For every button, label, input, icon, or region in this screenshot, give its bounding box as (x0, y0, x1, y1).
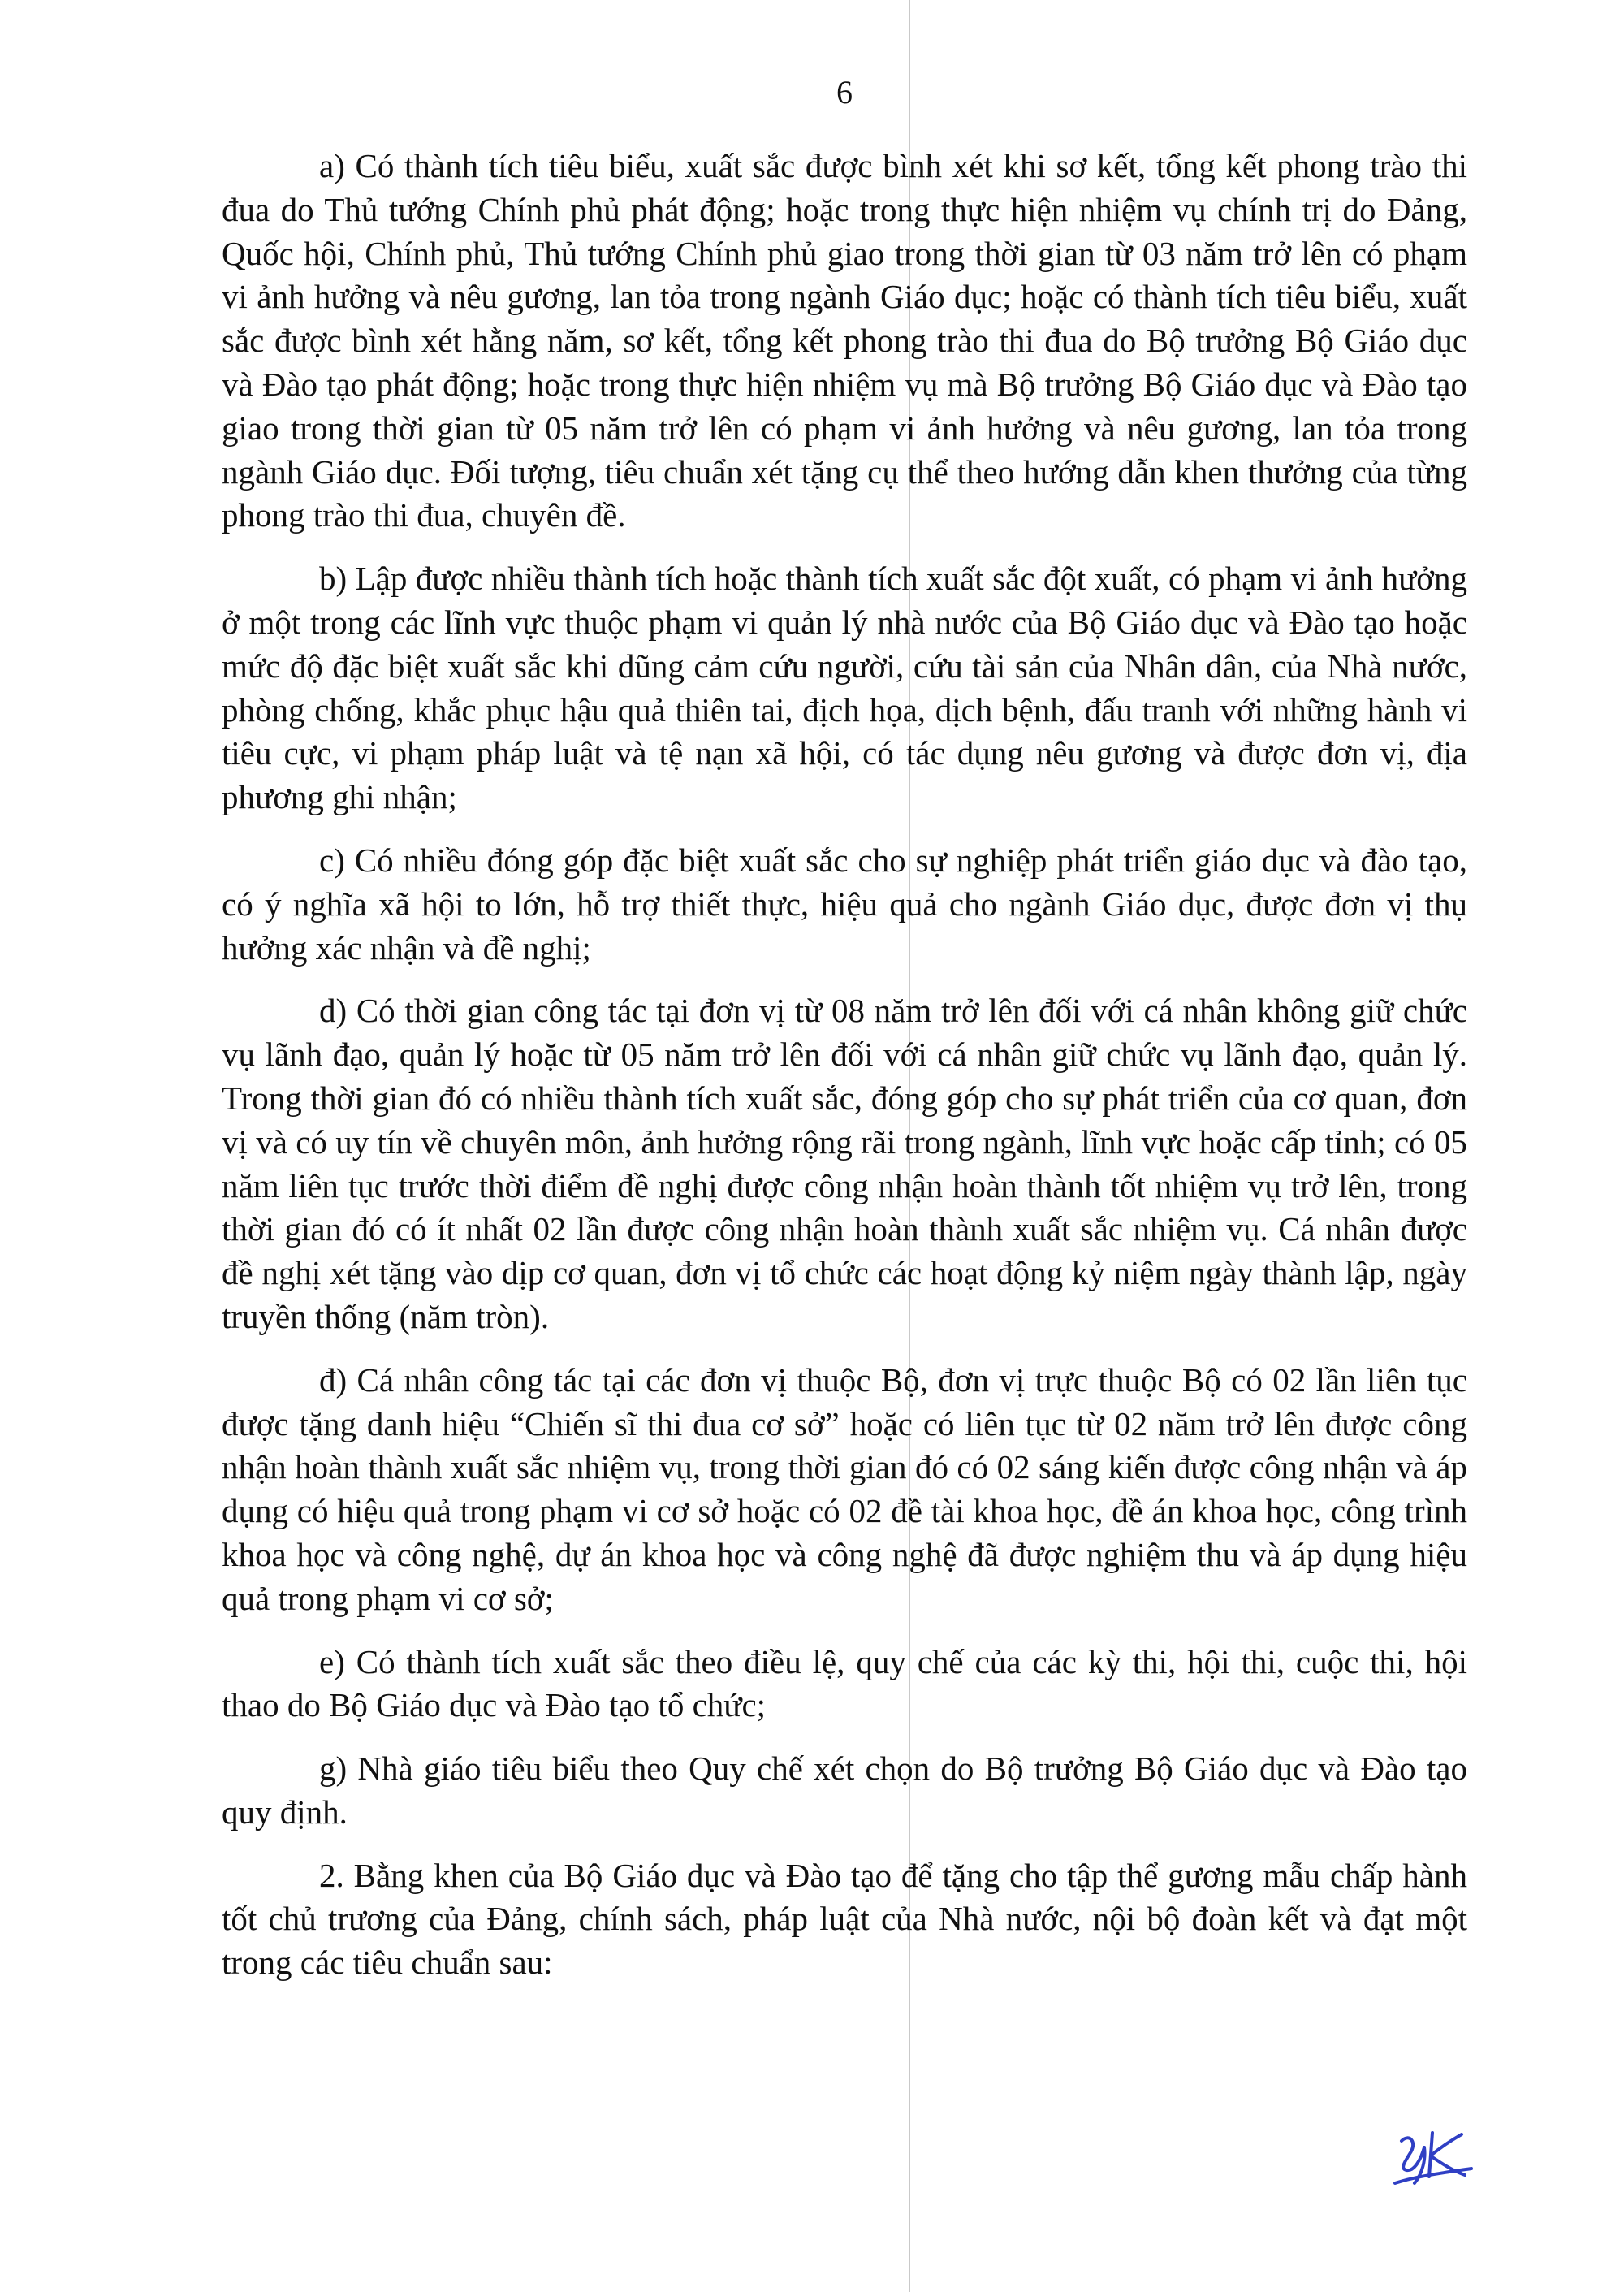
paragraph-c: c) Có nhiều đóng góp đặc biệt xuất sắc cho sự nghiệp phát triển giáo dục và đào tạo, có ý nghĩa xã hội to lớn, hỗ trợ thiết thực, hiệu quả cho ngành Giáo dục, được đơn vị thụ hưởng xác nhận và đề nghị; (222, 841, 1467, 967)
paragraph-b: b) Lập được nhiều thành tích hoặc thành tích xuất sắc đột xuất, có phạm vi ảnh hưởng ở một trong các lĩnh vực thuộc phạm vi quản lý nhà nước của Bộ Giáo dục và Đào tạo hoặc mức độ đặc biệt xuất sắc khi dũng cảm cứu người, cứu tài sản của Nhân dân, của Nhà nước, phòng chống, khắc phục hậu quả thiên tai, địch họa, dịch bệnh, đấu tranh với những hành vi tiêu cực, vi phạm pháp luật và tệ nạn xã hội, có tác dụng nêu gương và được đơn vị, địa phương ghi nhận; (222, 560, 1467, 816)
paragraph-2: 2. Bằng khen của Bộ Giáo dục và Đào tạo để tặng cho tập thể gương mẫu chấp hành tốt chủ trương của Đảng, chính sách, pháp luật của Nhà nước, nội bộ đoàn kết và đạt một trong các tiêu chuẩn sau: (222, 1856, 1467, 1982)
paragraph-g: g) Nhà giáo tiêu biểu theo Quy chế xét chọn do Bộ trưởng Bộ Giáo dục và Đào tạo quy định. (222, 1749, 1467, 1831)
initials-signature-icon (1390, 2126, 1479, 2191)
paragraph-a: a) Có thành tích tiêu biểu, xuất sắc được bình xét khi sơ kết, tổng kết phong trào thi đua do Thủ tướng Chính phủ phát động; hoặc trong thực hiện nhiệm vụ chính trị do Đảng, Quốc hội, Chính phủ, Thủ tướng Chính phủ giao trong thời gian từ 03 năm trở lên có phạm vi ảnh hưởng và nêu gương, lan tỏa trong ngành Giáo dục; hoặc có thành tích tiêu biểu, xuất sắc được bình xét hằng năm, sơ kết, tổng kết phong trào thi đua do Bộ trưởng Bộ Giáo dục và Đào tạo phát động; hoặc trong thực hiện nhiệm vụ mà Bộ trưởng Bộ Giáo dục và Đào tạo giao trong thời gian từ 05 năm trở lên có phạm vi ảnh hưởng và nêu gương, lan tỏa trong ngành Giáo dục. Đối tượng, tiêu chuẩn xét tặng cụ thể theo hướng dẫn khen thưởng của từng phong trào thi đua, chuyên đề. (222, 147, 1467, 534)
page-number: 6 (836, 74, 853, 110)
paragraph-dd: đ) Cá nhân công tác tại các đơn vị thuộc Bộ, đơn vị trực thuộc Bộ có 02 lần liên tục được tặng danh hiệu “Chiến sĩ thi đua cơ sở” hoặc có liên tục từ 02 năm trở lên được công nhận hoàn thành xuất sắc nhiệm vụ, trong thời gian đó có 02 sáng kiến được công nhận và áp dụng có hiệu quả trong phạm vi cơ sở hoặc có 02 đề tài khoa học, đề án khoa học, công trình khoa học và công nghệ, dự án khoa học và công nghệ đã được nghiệm thu và áp dụng hiệu quả trong phạm vi cơ sở; (222, 1360, 1467, 1617)
paragraph-e: e) Có thành tích xuất sắc theo điều lệ, quy chế của các kỳ thi, hội thi, cuộc thi, hội thao do Bộ Giáo dục và Đào tạo tổ chức; (222, 1642, 1467, 1724)
paragraph-d: d) Có thời gian công tác tại đơn vị từ 08 năm trở lên đối với cá nhân không giữ chức vụ lãnh đạo, quản lý hoặc từ 05 năm trở lên đối với cá nhân giữ chức vụ lãnh đạo, quản lý. Trong thời gian đó có nhiều thành tích xuất sắc, đóng góp cho sự phát triển của cơ quan, đơn vị và có uy tín về chuyên môn, ảnh hưởng rộng rãi trong ngành, lĩnh vực hoặc cấp tỉnh; có 05 năm liên tục trước thời điểm đề nghị được công nhận hoàn thành tốt nhiệm vụ trở lên, trong thời gian đó có ít nhất 02 lần được công nhận hoàn thành xuất sắc nhiệm vụ. Cá nhân được đề nghị xét tặng vào dịp cơ quan, đơn vị tổ chức các hoạt động kỷ niệm ngày thành lập, ngày truyền thống (năm tròn). (222, 992, 1467, 1335)
document-body (222, 145, 1467, 2004)
